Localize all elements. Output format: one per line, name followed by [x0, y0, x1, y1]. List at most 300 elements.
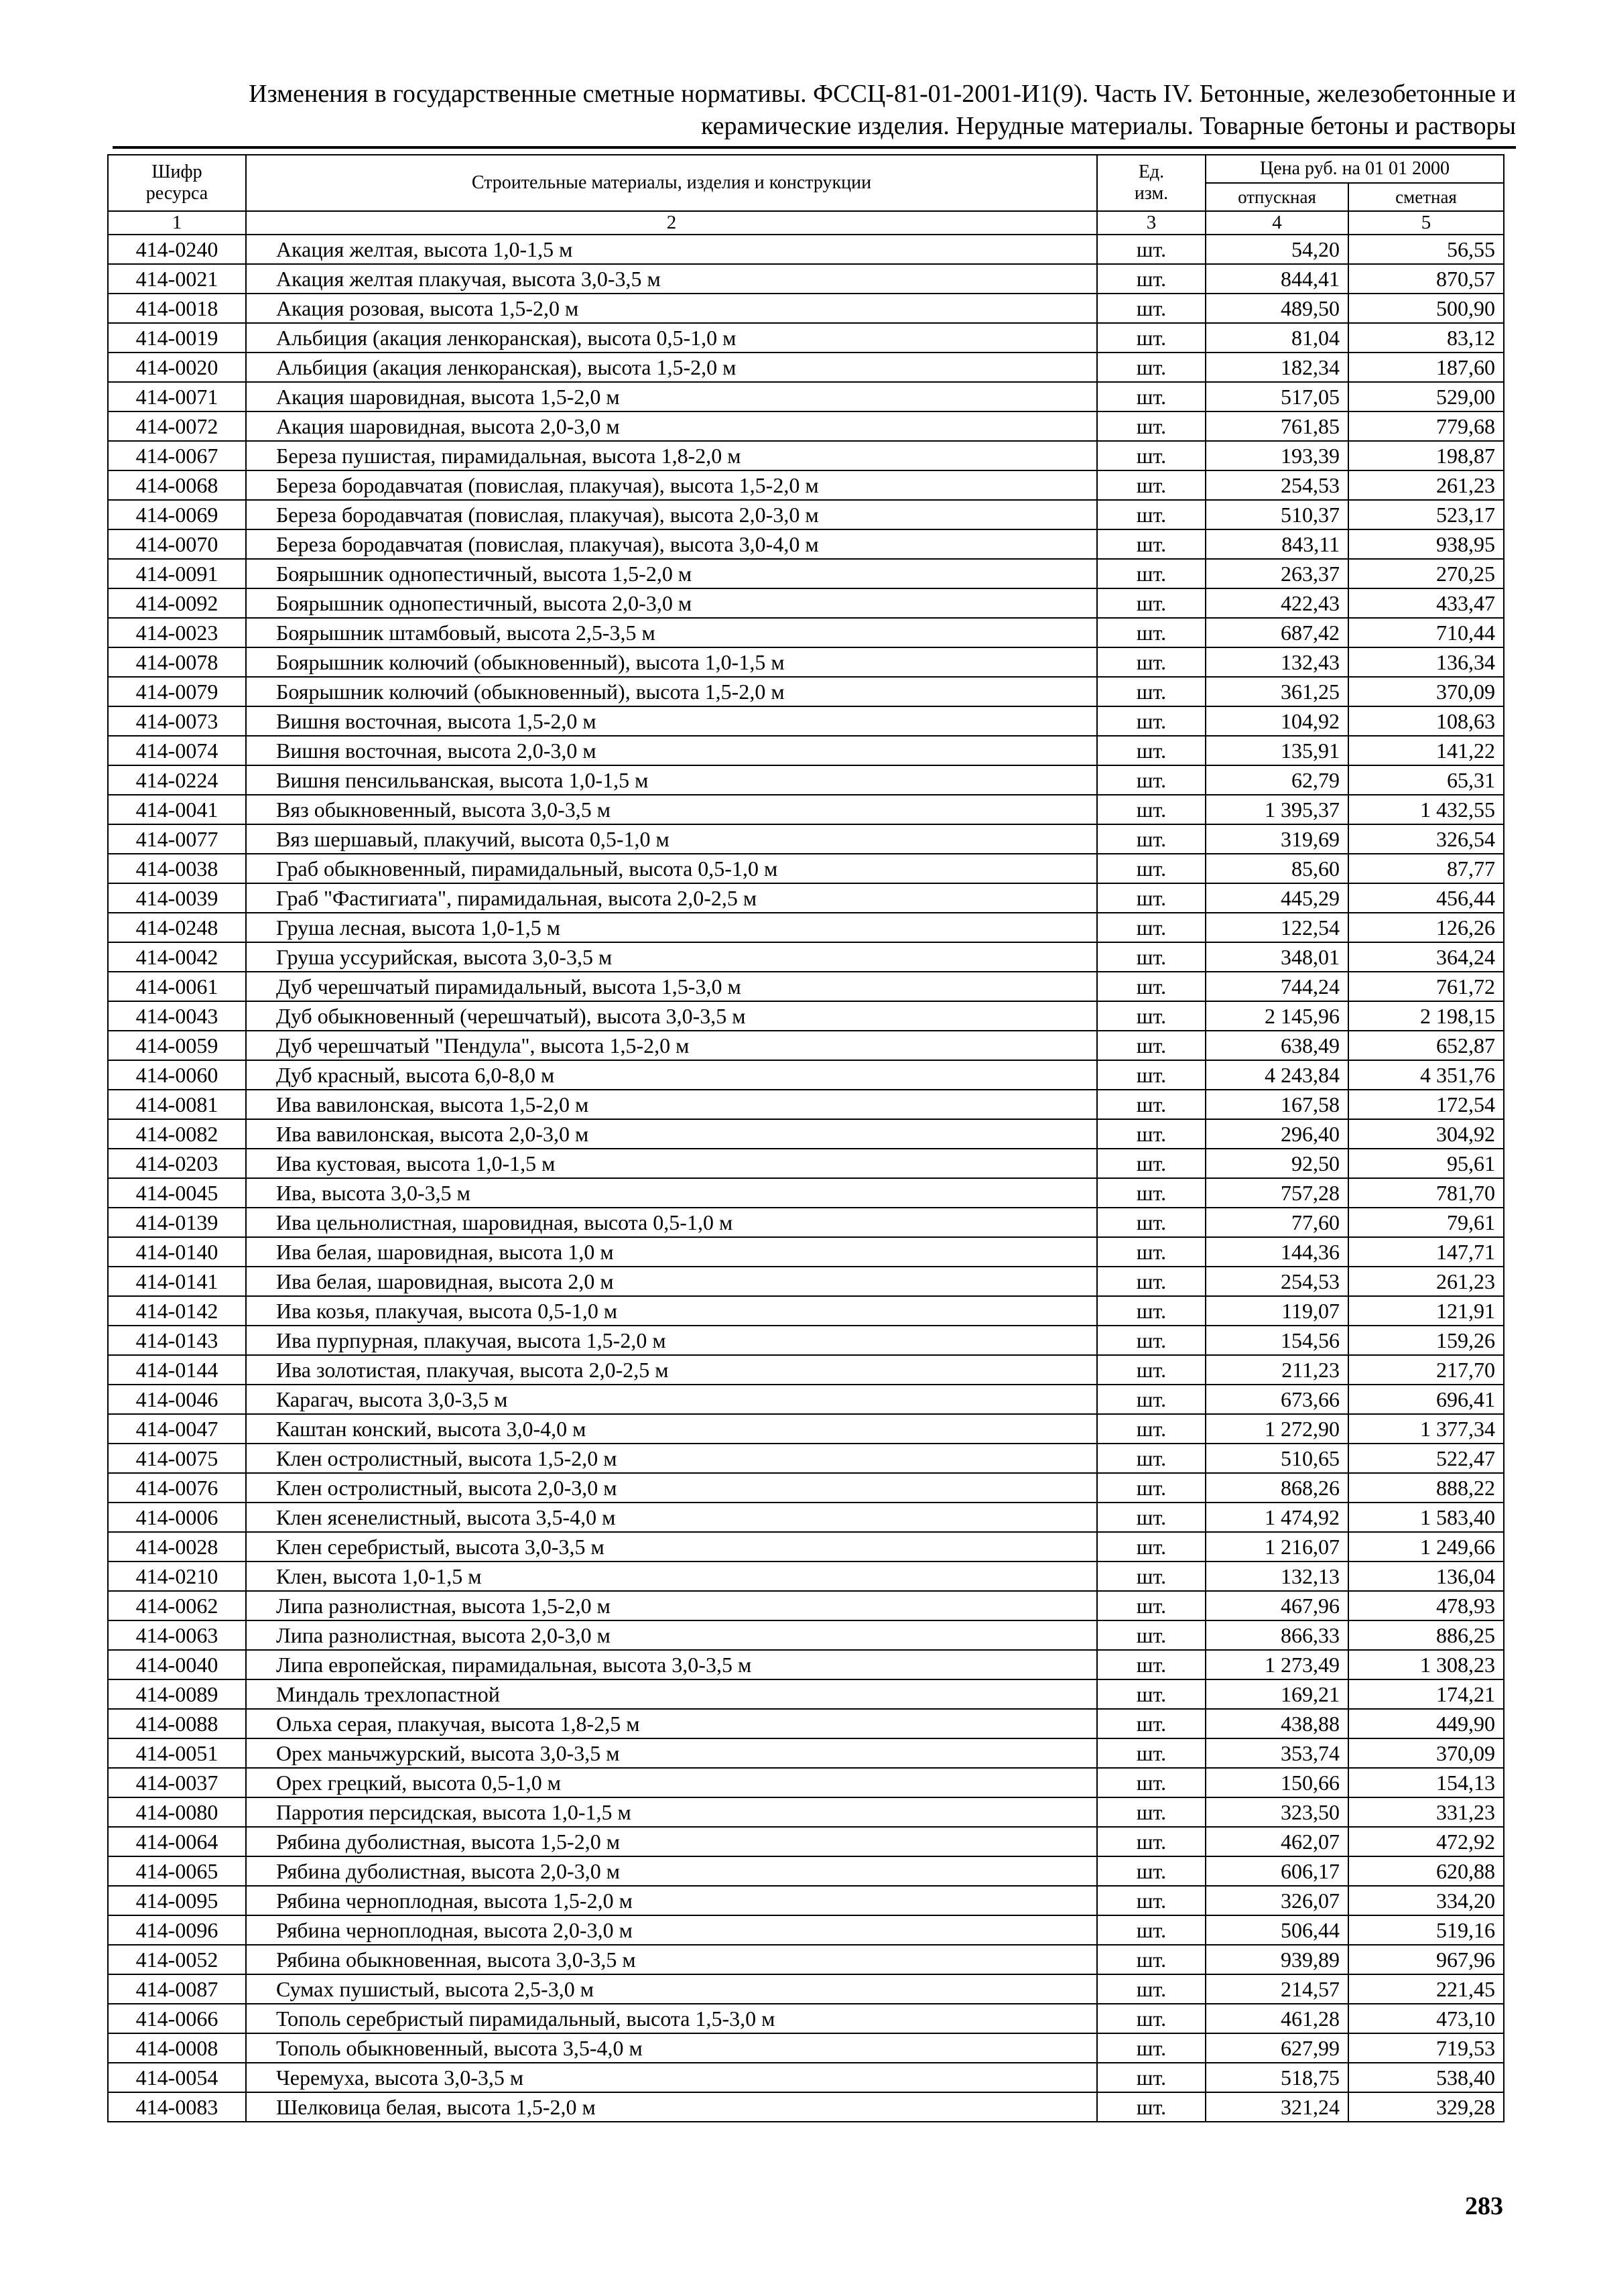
unit-cell: шт. — [1097, 706, 1206, 736]
table-row — [108, 1945, 1504, 1974]
unit-cell: шт. — [1097, 1915, 1206, 1945]
unit-cell: шт. — [1097, 2092, 1206, 2122]
material-name-cell: Орех маньчжурский, высота 3,0-3,5 м — [246, 1738, 1097, 1768]
column-header-unit-line1: Ед. — [1138, 162, 1165, 182]
resource-code-cell: 414-0037 — [108, 1768, 246, 1797]
unit-cell: шт. — [1097, 264, 1206, 294]
table-row — [108, 1650, 1504, 1679]
unit-cell: шт. — [1097, 294, 1206, 323]
column-header-name: Строительные материалы, изделия и конструкции — [246, 155, 1097, 211]
resource-code-cell: 414-0091 — [108, 559, 246, 588]
resource-code-cell: 414-0074 — [108, 736, 246, 765]
resource-code-cell: 414-0143 — [108, 1326, 246, 1355]
resource-code-cell: 414-0059 — [108, 1031, 246, 1060]
material-name-cell: Груша уссурийская, высота 3,0-3,5 м — [246, 942, 1097, 972]
resource-code-cell: 414-0203 — [108, 1149, 246, 1178]
table-row — [108, 972, 1504, 1001]
release-price-cell: 518,75 — [1206, 2063, 1348, 2092]
estimate-price-cell: 95,61 — [1348, 1149, 1504, 1178]
resource-code-cell: 414-0248 — [108, 913, 246, 942]
table-row — [108, 588, 1504, 618]
release-price-cell: 104,92 — [1206, 706, 1348, 736]
unit-cell: шт. — [1097, 1473, 1206, 1503]
resource-code-cell: 414-0040 — [108, 1650, 246, 1679]
unit-cell: шт. — [1097, 1149, 1206, 1178]
material-name-cell: Клен остролистный, высота 1,5-2,0 м — [246, 1444, 1097, 1473]
price-table — [107, 154, 1505, 2122]
release-price-cell: 119,07 — [1206, 1296, 1348, 1326]
table-row — [108, 235, 1504, 264]
estimate-price-cell: 449,90 — [1348, 1709, 1504, 1738]
unit-cell: шт. — [1097, 1090, 1206, 1119]
material-name-cell: Боярышник штамбовый, высота 2,5-3,5 м — [246, 618, 1097, 647]
unit-cell: шт. — [1097, 1886, 1206, 1915]
estimate-price-cell: 710,44 — [1348, 618, 1504, 647]
estimate-price-cell: 221,45 — [1348, 1974, 1504, 2004]
release-price-cell: 85,60 — [1206, 854, 1348, 883]
header-rule — [113, 146, 1516, 149]
unit-cell: шт. — [1097, 411, 1206, 441]
estimate-price-cell: 217,70 — [1348, 1355, 1504, 1385]
table-row — [108, 647, 1504, 677]
release-price-cell: 4 243,84 — [1206, 1060, 1348, 1090]
estimate-price-cell: 174,21 — [1348, 1679, 1504, 1709]
table-row — [108, 913, 1504, 942]
estimate-price-cell: 478,93 — [1348, 1591, 1504, 1620]
table-row — [108, 1090, 1504, 1119]
column-header-code-line2: ресурса — [145, 183, 208, 204]
resource-code-cell: 414-0023 — [108, 618, 246, 647]
resource-code-cell: 414-0018 — [108, 294, 246, 323]
page-number: 283 — [1465, 2192, 1503, 2220]
unit-cell: шт. — [1097, 1414, 1206, 1444]
release-price-cell: 150,66 — [1206, 1768, 1348, 1797]
estimate-price-cell: 779,68 — [1348, 411, 1504, 441]
material-name-cell: Акация желтая, высота 1,0-1,5 м — [246, 235, 1097, 264]
resource-code-cell: 414-0140 — [108, 1237, 246, 1267]
unit-cell: шт. — [1097, 1355, 1206, 1385]
release-price-cell: 844,41 — [1206, 264, 1348, 294]
release-price-cell: 167,58 — [1206, 1090, 1348, 1119]
material-name-cell: Ольха серая, плакучая, высота 1,8-2,5 м — [246, 1709, 1097, 1738]
material-name-cell: Вишня восточная, высота 2,0-3,0 м — [246, 736, 1097, 765]
material-name-cell: Липа разнолистная, высота 2,0-3,0 м — [246, 1620, 1097, 1650]
release-price-cell: 517,05 — [1206, 382, 1348, 411]
unit-cell: шт. — [1097, 1296, 1206, 1326]
estimate-price-cell: 938,95 — [1348, 529, 1504, 559]
release-price-cell: 638,49 — [1206, 1031, 1348, 1060]
resource-code-cell: 414-0038 — [108, 854, 246, 883]
estimate-price-cell: 187,60 — [1348, 353, 1504, 382]
resource-code-cell: 414-0021 — [108, 264, 246, 294]
resource-code-cell: 414-0006 — [108, 1503, 246, 1532]
release-price-cell: 445,29 — [1206, 883, 1348, 913]
material-name-cell: Боярышник колючий (обыкновенный), высота 1,0-1,5 м — [246, 647, 1097, 677]
release-price-cell: 1 273,49 — [1206, 1650, 1348, 1679]
unit-cell: шт. — [1097, 323, 1206, 353]
resource-code-cell: 414-0081 — [108, 1090, 246, 1119]
estimate-price-cell: 529,00 — [1348, 382, 1504, 411]
table-row — [108, 1414, 1504, 1444]
release-price-cell: 326,07 — [1206, 1886, 1348, 1915]
release-price-cell: 144,36 — [1206, 1237, 1348, 1267]
column-number: 3 — [1097, 211, 1206, 235]
material-name-cell: Береза бородавчатая (повислая, плакучая), высота 2,0-3,0 м — [246, 500, 1097, 529]
unit-cell: шт. — [1097, 972, 1206, 1001]
unit-cell: шт. — [1097, 2033, 1206, 2063]
resource-code-cell: 414-0095 — [108, 1886, 246, 1915]
estimate-price-cell: 472,92 — [1348, 1827, 1504, 1856]
table-row — [108, 1326, 1504, 1355]
unit-cell: шт. — [1097, 765, 1206, 795]
unit-cell: шт. — [1097, 1738, 1206, 1768]
unit-cell: шт. — [1097, 1178, 1206, 1208]
estimate-price-cell: 154,13 — [1348, 1768, 1504, 1797]
resource-code-cell: 414-0073 — [108, 706, 246, 736]
unit-cell: шт. — [1097, 1709, 1206, 1738]
estimate-price-cell: 121,91 — [1348, 1296, 1504, 1326]
estimate-price-cell: 79,61 — [1348, 1208, 1504, 1237]
release-price-cell: 321,24 — [1206, 2092, 1348, 2122]
estimate-price-cell: 136,34 — [1348, 647, 1504, 677]
table-row — [108, 854, 1504, 883]
release-price-cell: 467,96 — [1206, 1591, 1348, 1620]
table-row — [108, 529, 1504, 559]
resource-code-cell: 414-0092 — [108, 588, 246, 618]
material-name-cell: Акация шаровидная, высота 1,5-2,0 м — [246, 382, 1097, 411]
resource-code-cell: 414-0067 — [108, 441, 246, 470]
release-price-cell: 319,69 — [1206, 824, 1348, 854]
table-row — [108, 1620, 1504, 1650]
estimate-price-cell: 370,09 — [1348, 677, 1504, 706]
estimate-price-cell: 4 351,76 — [1348, 1060, 1504, 1090]
table-row — [108, 1178, 1504, 1208]
unit-cell: шт. — [1097, 1031, 1206, 1060]
resource-code-cell: 414-0039 — [108, 883, 246, 913]
material-name-cell: Акация желтая плакучая, высота 3,0-3,5 м — [246, 264, 1097, 294]
material-name-cell: Черемуха, высота 3,0-3,5 м — [246, 2063, 1097, 2092]
unit-cell: шт. — [1097, 1385, 1206, 1414]
resource-code-cell: 414-0065 — [108, 1856, 246, 1886]
column-number-row — [108, 211, 1504, 235]
table-row — [108, 1768, 1504, 1797]
release-price-cell: 92,50 — [1206, 1149, 1348, 1178]
resource-code-cell: 414-0088 — [108, 1709, 246, 1738]
resource-code-cell: 414-0142 — [108, 1296, 246, 1326]
table-row — [108, 1679, 1504, 1709]
unit-cell: шт. — [1097, 235, 1206, 264]
material-name-cell: Тополь обыкновенный, высота 3,5-4,0 м — [246, 2033, 1097, 2063]
material-name-cell: Рябина дуболистная, высота 1,5-2,0 м — [246, 1827, 1097, 1856]
resource-code-cell: 414-0041 — [108, 795, 246, 824]
unit-cell: шт. — [1097, 588, 1206, 618]
release-price-cell: 182,34 — [1206, 353, 1348, 382]
estimate-price-cell: 696,41 — [1348, 1385, 1504, 1414]
material-name-cell: Акация розовая, высота 1,5-2,0 м — [246, 294, 1097, 323]
unit-cell: шт. — [1097, 1208, 1206, 1237]
unit-cell: шт. — [1097, 1532, 1206, 1561]
resource-code-cell: 414-0080 — [108, 1797, 246, 1827]
table-row — [108, 500, 1504, 529]
material-name-cell: Орех грецкий, высота 0,5-1,0 м — [246, 1768, 1097, 1797]
table-row — [108, 736, 1504, 765]
material-name-cell: Вишня пенсильванская, высота 1,0-1,5 м — [246, 765, 1097, 795]
resource-code-cell: 414-0072 — [108, 411, 246, 441]
material-name-cell: Клен остролистный, высота 2,0-3,0 м — [246, 1473, 1097, 1503]
release-price-cell: 54,20 — [1206, 235, 1348, 264]
resource-code-cell: 414-0078 — [108, 647, 246, 677]
estimate-price-cell: 2 198,15 — [1348, 1001, 1504, 1031]
unit-cell: шт. — [1097, 2004, 1206, 2033]
release-price-cell: 843,11 — [1206, 529, 1348, 559]
estimate-price-cell: 108,63 — [1348, 706, 1504, 736]
estimate-price-cell: 126,26 — [1348, 913, 1504, 942]
table-row — [108, 677, 1504, 706]
table-row — [108, 1237, 1504, 1267]
resource-code-cell: 414-0042 — [108, 942, 246, 972]
material-name-cell: Каштан конский, высота 3,0-4,0 м — [246, 1414, 1097, 1444]
material-name-cell: Ива белая, шаровидная, высота 1,0 м — [246, 1237, 1097, 1267]
resource-code-cell: 414-0079 — [108, 677, 246, 706]
release-price-cell: 154,56 — [1206, 1326, 1348, 1355]
release-price-cell: 627,99 — [1206, 2033, 1348, 2063]
table-row — [108, 1149, 1504, 1178]
material-name-cell: Сумах пушистый, высота 2,5-3,0 м — [246, 1974, 1097, 2004]
unit-cell: шт. — [1097, 1119, 1206, 1149]
table-row — [108, 2092, 1504, 2122]
unit-cell: шт. — [1097, 2063, 1206, 2092]
column-header-estimate: сметная — [1348, 183, 1504, 211]
release-price-cell: 81,04 — [1206, 323, 1348, 353]
estimate-price-cell: 370,09 — [1348, 1738, 1504, 1768]
release-price-cell: 438,88 — [1206, 1709, 1348, 1738]
material-name-cell: Дуб обыкновенный (черешчатый), высота 3,0-3,5 м — [246, 1001, 1097, 1031]
material-name-cell: Липа европейская, пирамидальная, высота 3,0-3,5 м — [246, 1650, 1097, 1679]
release-price-cell: 606,17 — [1206, 1856, 1348, 1886]
unit-cell: шт. — [1097, 795, 1206, 824]
release-price-cell: 687,42 — [1206, 618, 1348, 647]
resource-code-cell: 414-0077 — [108, 824, 246, 854]
resource-code-cell: 414-0019 — [108, 323, 246, 353]
estimate-price-cell: 523,17 — [1348, 500, 1504, 529]
release-price-cell: 744,24 — [1206, 972, 1348, 1001]
material-name-cell: Ива золотистая, плакучая, высота 2,0-2,5 м — [246, 1355, 1097, 1385]
material-name-cell: Ива, высота 3,0-3,5 м — [246, 1178, 1097, 1208]
material-name-cell: Граб обыкновенный, пирамидальный, высота 0,5-1,0 м — [246, 854, 1097, 883]
resource-code-cell: 414-0096 — [108, 1915, 246, 1945]
unit-cell: шт. — [1097, 500, 1206, 529]
unit-cell: шт. — [1097, 677, 1206, 706]
table-row — [108, 441, 1504, 470]
release-price-cell: 122,54 — [1206, 913, 1348, 942]
resource-code-cell: 414-0240 — [108, 235, 246, 264]
table-row — [108, 1915, 1504, 1945]
unit-cell: шт. — [1097, 824, 1206, 854]
estimate-price-cell: 1 583,40 — [1348, 1503, 1504, 1532]
column-number: 1 — [108, 211, 246, 235]
table-row — [108, 411, 1504, 441]
unit-cell: шт. — [1097, 1326, 1206, 1355]
unit-cell: шт. — [1097, 1768, 1206, 1797]
table-row — [108, 1561, 1504, 1591]
resource-code-cell: 414-0224 — [108, 765, 246, 795]
table-row — [108, 1886, 1504, 1915]
unit-cell: шт. — [1097, 913, 1206, 942]
material-name-cell: Дуб красный, высота 6,0-8,0 м — [246, 1060, 1097, 1090]
estimate-price-cell: 136,04 — [1348, 1561, 1504, 1591]
material-name-cell: Ива вавилонская, высота 1,5-2,0 м — [246, 1090, 1097, 1119]
unit-cell: шт. — [1097, 736, 1206, 765]
resource-code-cell: 414-0076 — [108, 1473, 246, 1503]
unit-cell: шт. — [1097, 470, 1206, 500]
unit-cell: шт. — [1097, 1001, 1206, 1031]
table-row — [108, 264, 1504, 294]
material-name-cell: Ива козья, плакучая, высота 0,5-1,0 м — [246, 1296, 1097, 1326]
column-number: 2 — [246, 211, 1097, 235]
table-row — [108, 1267, 1504, 1296]
release-price-cell: 510,37 — [1206, 500, 1348, 529]
release-price-cell: 461,28 — [1206, 2004, 1348, 2033]
estimate-price-cell: 65,31 — [1348, 765, 1504, 795]
estimate-price-cell: 159,26 — [1348, 1326, 1504, 1355]
column-header-code-line1: Шифр — [151, 162, 202, 182]
resource-code-cell: 414-0045 — [108, 1178, 246, 1208]
unit-cell: шт. — [1097, 1060, 1206, 1090]
material-name-cell: Клен, высота 1,0-1,5 м — [246, 1561, 1097, 1591]
resource-code-cell: 414-0028 — [108, 1532, 246, 1561]
table-row — [108, 1709, 1504, 1738]
release-price-cell: 348,01 — [1206, 942, 1348, 972]
material-name-cell: Рябина обыкновенная, высота 3,0-3,5 м — [246, 1945, 1097, 1974]
material-name-cell: Клен ясенелистный, высота 3,5-4,0 м — [246, 1503, 1097, 1532]
release-price-cell: 939,89 — [1206, 1945, 1348, 1974]
unit-cell: шт. — [1097, 529, 1206, 559]
resource-code-cell: 414-0144 — [108, 1355, 246, 1385]
release-price-cell: 211,23 — [1206, 1355, 1348, 1385]
document-header-line-2: керамические изделия. Нерудные материалы. Товарные бетоны и растворы — [701, 112, 1516, 140]
material-name-cell: Дуб черешчатый "Пендула", высота 1,5-2,0 м — [246, 1031, 1097, 1060]
estimate-price-cell: 500,90 — [1348, 294, 1504, 323]
table-row — [108, 824, 1504, 854]
document-header-line-1: Изменения в государственные сметные нормативы. ФССЦ-81-01-2001-И1(9). Часть IV. Бетонные, железобетонные и — [249, 80, 1516, 108]
estimate-price-cell: 83,12 — [1348, 323, 1504, 353]
release-price-cell: 169,21 — [1206, 1679, 1348, 1709]
resource-code-cell: 414-0210 — [108, 1561, 246, 1591]
table-row — [108, 294, 1504, 323]
table-row — [108, 1503, 1504, 1532]
estimate-price-cell: 56,55 — [1348, 235, 1504, 264]
material-name-cell: Дуб черешчатый пирамидальный, высота 1,5-3,0 м — [246, 972, 1097, 1001]
estimate-price-cell: 329,28 — [1348, 2092, 1504, 2122]
material-name-cell: Ива цельнолистная, шаровидная, высота 0,5-1,0 м — [246, 1208, 1097, 1237]
material-name-cell: Ива пурпурная, плакучая, высота 1,5-2,0 м — [246, 1326, 1097, 1355]
table-row — [108, 883, 1504, 913]
release-price-cell: 353,74 — [1206, 1738, 1348, 1768]
estimate-price-cell: 1 432,55 — [1348, 795, 1504, 824]
table-row — [108, 795, 1504, 824]
release-price-cell: 193,39 — [1206, 441, 1348, 470]
unit-cell: шт. — [1097, 353, 1206, 382]
table-row — [108, 1473, 1504, 1503]
estimate-price-cell: 473,10 — [1348, 2004, 1504, 2033]
unit-cell: шт. — [1097, 1827, 1206, 1856]
table-row — [108, 1355, 1504, 1385]
estimate-price-cell: 888,22 — [1348, 1473, 1504, 1503]
table-row — [108, 1738, 1504, 1768]
release-price-cell: 1 474,92 — [1206, 1503, 1348, 1532]
resource-code-cell: 414-0087 — [108, 1974, 246, 2004]
resource-code-cell: 414-0083 — [108, 2092, 246, 2122]
unit-cell: шт. — [1097, 647, 1206, 677]
release-price-cell: 62,79 — [1206, 765, 1348, 795]
material-name-cell: Клен серебристый, высота 3,0-3,5 м — [246, 1532, 1097, 1561]
resource-code-cell: 414-0075 — [108, 1444, 246, 1473]
estimate-price-cell: 326,54 — [1348, 824, 1504, 854]
unit-cell: шт. — [1097, 1974, 1206, 2004]
estimate-price-cell: 967,96 — [1348, 1945, 1504, 1974]
estimate-price-cell: 172,54 — [1348, 1090, 1504, 1119]
unit-cell: шт. — [1097, 854, 1206, 883]
release-price-cell: 254,53 — [1206, 470, 1348, 500]
estimate-price-cell: 538,40 — [1348, 2063, 1504, 2092]
material-name-cell: Миндаль трехлопастной — [246, 1679, 1097, 1709]
table-row — [108, 618, 1504, 647]
column-header-price: Цена руб. на 01 01 2000 — [1206, 155, 1504, 183]
unit-cell: шт. — [1097, 382, 1206, 411]
resource-code-cell: 414-0062 — [108, 1591, 246, 1620]
estimate-price-cell: 364,24 — [1348, 942, 1504, 972]
table-row — [108, 1001, 1504, 1031]
unit-cell: шт. — [1097, 1237, 1206, 1267]
release-price-cell: 1 272,90 — [1206, 1414, 1348, 1444]
release-price-cell: 489,50 — [1206, 294, 1348, 323]
unit-cell: шт. — [1097, 883, 1206, 913]
release-price-cell: 2 145,96 — [1206, 1001, 1348, 1031]
table-row — [108, 1444, 1504, 1473]
estimate-price-cell: 433,47 — [1348, 588, 1504, 618]
release-price-cell: 1 395,37 — [1206, 795, 1348, 824]
table-row — [108, 1208, 1504, 1237]
material-name-cell: Вяз обыкновенный, высота 3,0-3,5 м — [246, 795, 1097, 824]
table-row — [108, 323, 1504, 353]
resource-code-cell: 414-0066 — [108, 2004, 246, 2033]
material-name-cell: Береза бородавчатая (повислая, плакучая), высота 1,5-2,0 м — [246, 470, 1097, 500]
resource-code-cell: 414-0008 — [108, 2033, 246, 2063]
unit-cell: шт. — [1097, 1561, 1206, 1591]
table-row — [108, 2063, 1504, 2092]
estimate-price-cell: 870,57 — [1348, 264, 1504, 294]
resource-code-cell: 414-0071 — [108, 382, 246, 411]
resource-code-cell: 414-0064 — [108, 1827, 246, 1856]
table-row — [108, 942, 1504, 972]
unit-cell: шт. — [1097, 1679, 1206, 1709]
column-header-unit — [1097, 155, 1206, 211]
material-name-cell: Рябина черноплодная, высота 2,0-3,0 м — [246, 1915, 1097, 1945]
unit-cell: шт. — [1097, 1444, 1206, 1473]
table-row — [108, 353, 1504, 382]
material-name-cell: Береза бородавчатая (повислая, плакучая), высота 3,0-4,0 м — [246, 529, 1097, 559]
resource-code-cell: 414-0020 — [108, 353, 246, 382]
resource-code-cell: 414-0082 — [108, 1119, 246, 1149]
table-row — [108, 470, 1504, 500]
estimate-price-cell: 620,88 — [1348, 1856, 1504, 1886]
material-name-cell: Граб "Фастигиата", пирамидальная, высота 2,0-2,5 м — [246, 883, 1097, 913]
estimate-price-cell: 331,23 — [1348, 1797, 1504, 1827]
resource-code-cell: 414-0046 — [108, 1385, 246, 1414]
material-name-cell: Шелковица белая, высота 1,5-2,0 м — [246, 2092, 1097, 2122]
unit-cell: шт. — [1097, 1620, 1206, 1650]
resource-code-cell: 414-0054 — [108, 2063, 246, 2092]
